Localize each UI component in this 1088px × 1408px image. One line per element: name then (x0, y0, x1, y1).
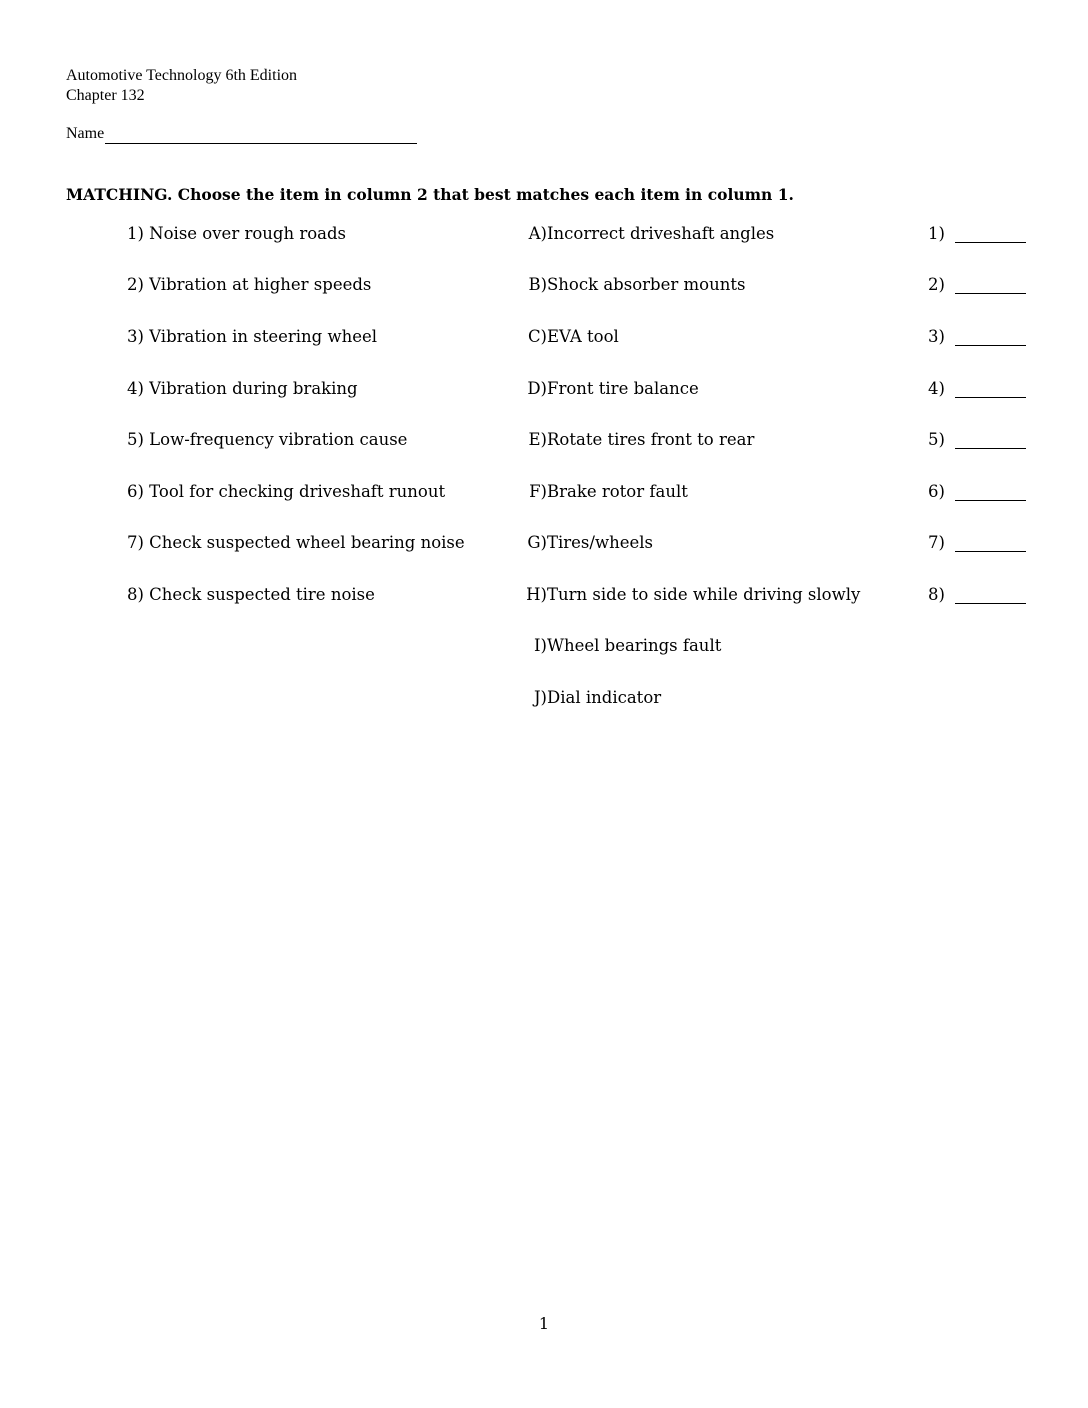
name-row (66, 124, 417, 144)
answer-blank[interactable] (955, 448, 1026, 449)
matching-row (0, 222, 1088, 246)
answer-blank[interactable] (955, 551, 1026, 552)
answer-number: 8) (928, 585, 945, 604)
name-field[interactable] (105, 125, 417, 144)
matching-row-extra (0, 634, 1088, 658)
column2-item: EVA tool (547, 327, 619, 346)
column2-item: Brake rotor fault (547, 482, 688, 501)
column2-letter: J) (533, 688, 547, 707)
column2-item: Rotate tires front to rear (547, 430, 755, 449)
matching-row (0, 428, 1088, 452)
answer-number: 3) (928, 327, 945, 346)
column2-letter: B) (528, 275, 547, 294)
column1-item: 5) Low-frequency vibration cause (127, 430, 408, 449)
column2-item: Incorrect driveshaft angles (547, 224, 775, 243)
answer-number: 7) (928, 533, 945, 552)
column2-letter: C) (527, 327, 547, 346)
column2-item: Tires/wheels (547, 533, 653, 552)
column1-item: 3) Vibration in steering wheel (127, 327, 378, 346)
answer-number: 5) (928, 430, 945, 449)
chapter-label: Chapter 132 (66, 87, 145, 104)
matching-row (0, 377, 1088, 401)
answer-number: 4) (928, 379, 945, 398)
matching-instructions: MATCHING. Choose the item in column 2 that best matches each item in column 1. (66, 185, 794, 204)
answer-number: 6) (928, 482, 945, 501)
column1-item: 8) Check suspected tire noise (127, 585, 375, 604)
matching-row (0, 531, 1088, 555)
page-number: 1 (538, 1314, 550, 1333)
column2-item: Wheel bearings fault (547, 636, 722, 655)
column2-letter: D) (527, 379, 547, 398)
answer-blank[interactable] (955, 242, 1026, 243)
book-title: Automotive Technology 6th Edition (66, 67, 298, 84)
column2-letter: A) (528, 224, 547, 243)
column2-letter: F) (529, 482, 547, 501)
column1-item: 7) Check suspected wheel bearing noise (127, 533, 465, 552)
name-label: Name (66, 125, 105, 142)
answer-blank[interactable] (955, 345, 1026, 346)
column2-letter: I) (534, 636, 547, 655)
matching-row (0, 273, 1088, 297)
column2-letter: G) (527, 533, 547, 552)
column1-item: 4) Vibration during braking (127, 379, 358, 398)
matching-row (0, 325, 1088, 349)
matching-row (0, 583, 1088, 607)
column1-item: 2) Vibration at higher speeds (127, 275, 372, 294)
column2-item: Dial indicator (547, 688, 662, 707)
column2-item: Front tire balance (547, 379, 699, 398)
column2-item: Turn side to side while driving slowly (547, 585, 861, 604)
column2-letter: H) (526, 585, 547, 604)
column2-letter: E) (528, 430, 547, 449)
worksheet-header (66, 66, 297, 106)
answer-number: 1) (928, 224, 945, 243)
answer-blank[interactable] (955, 397, 1026, 398)
answer-blank[interactable] (955, 293, 1026, 294)
matching-row (0, 480, 1088, 504)
answer-blank[interactable] (955, 603, 1026, 604)
column2-item: Shock absorber mounts (547, 275, 746, 294)
matching-row-extra (0, 686, 1088, 710)
column1-item: 6) Tool for checking driveshaft runout (127, 482, 446, 501)
column1-item: 1) Noise over rough roads (127, 224, 347, 243)
answer-blank[interactable] (955, 500, 1026, 501)
answer-number: 2) (928, 275, 945, 294)
